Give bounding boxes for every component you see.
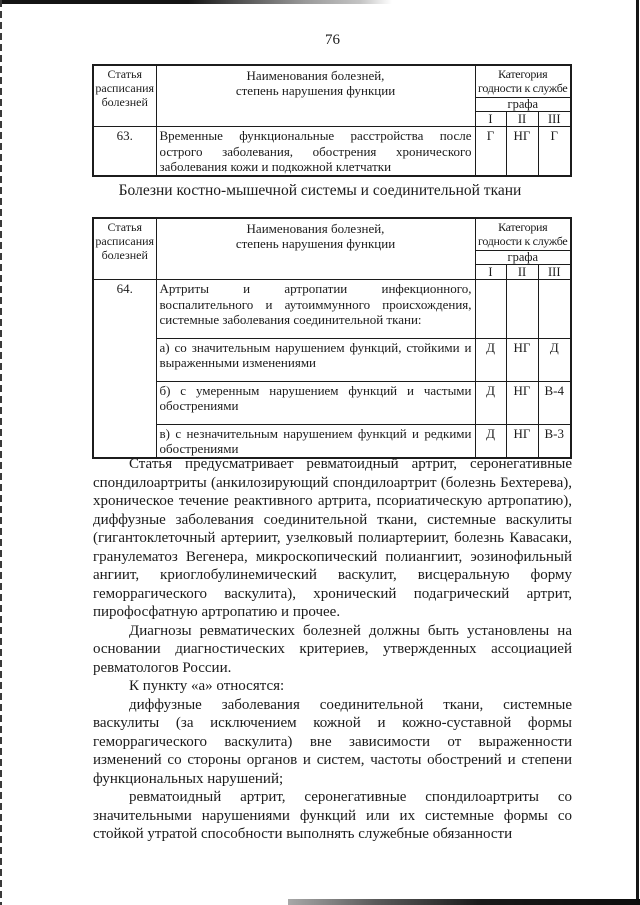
disease-item-b: б) с умеренным нарушением функций и частыми обострениями [156, 381, 475, 424]
disease-table-article-64 [92, 217, 572, 459]
header-disease-line2: степень нарушения функции [235, 236, 396, 251]
header-column-II: II [506, 112, 538, 127]
disease-item-a: а) со значительным нарушением функций, стойкими и выраженными изменениями [156, 338, 475, 381]
table-row [93, 338, 571, 381]
category-value-II: НГ [506, 424, 538, 458]
scan-artifact-bottom-bar [288, 899, 640, 905]
header-article-column: Статья расписания болезней [93, 65, 156, 127]
header-grafa: графа [475, 98, 571, 112]
header-category-line1: Категория [498, 220, 548, 234]
header-disease-line1: Наименования болезней, [246, 221, 385, 236]
header-category-line1: Категория [498, 67, 548, 81]
header-disease-column [156, 65, 475, 127]
table-row [93, 381, 571, 424]
category-value-I: Д [475, 338, 506, 381]
header-fitness-category [475, 218, 571, 251]
header-column-I: I [475, 112, 506, 127]
scan-artifact-right-line [636, 0, 639, 905]
article-number: 64. [93, 280, 156, 458]
category-value-I: Г [475, 127, 506, 176]
category-value-III [538, 280, 571, 339]
category-value-I: Д [475, 381, 506, 424]
category-value-III: В-3 [538, 424, 571, 458]
paragraph-point-a-intro: К пункту «а» относятся: [129, 678, 285, 694]
header-disease-line2: степень нарушения функции [235, 83, 396, 98]
category-value-I: Д [475, 424, 506, 458]
category-value-II: НГ [506, 127, 538, 176]
disease-table-article-63 [92, 64, 572, 177]
header-column-III: III [538, 112, 571, 127]
header-article-column: Статья расписания болезней [93, 218, 156, 280]
table-row [93, 424, 571, 458]
disease-name: Временные функциональные расстройства после острого заболевания, обострения хронического заболевания кожи и подкожной клетчатки [156, 127, 475, 176]
paragraph-point-a-item1: диффузные заболевания соединительной ткани, системные васкулиты (за исключением кожной и кожно-суставной формы геморрагического васкулита) вне зависимости от выраженности изменений со стороны органов и систем, частоты обострений и степени функциональных нарушений; [93, 696, 572, 787]
category-value-II: НГ [506, 381, 538, 424]
header-fitness-category [475, 65, 571, 98]
category-value-III: Г [538, 127, 571, 176]
table-row [93, 127, 571, 176]
header-column-III: III [538, 265, 571, 280]
header-column-II: II [506, 265, 538, 280]
category-value-I [475, 280, 506, 339]
section-title: Болезни костно-мышечной системы и соединительной ткани [118, 182, 522, 199]
category-value-II: НГ [506, 338, 538, 381]
article-number: 63. [93, 127, 156, 176]
header-column-I: I [475, 265, 506, 280]
header-grafa: графа [475, 251, 571, 265]
paragraph-point-a-item2: ревматоидный артрит, серонегативные спондилоартриты со значительными нарушениями функций или их системные формы со стойкой утратой способности выполнять служебные обязанности [93, 789, 572, 842]
header-disease-line1: Наименования болезней, [246, 68, 385, 83]
scan-artifact-left-line [0, 0, 2, 905]
body-text [93, 455, 572, 844]
category-value-III: В-4 [538, 381, 571, 424]
header-disease-column [156, 218, 475, 280]
disease-item-v: в) с незначительным нарушением функций и редкими обострениями [156, 424, 475, 458]
page-number: 76 [325, 32, 340, 48]
header-category-line2: годности к службе [478, 234, 568, 248]
paragraph-diagnoses: Диагнозы ревматических болезней должны быть установлены на основании диагностических критериев, утвержденных ассоциацией ревматологов России. [93, 622, 572, 676]
disease-name: Артриты и артропатии инфекционного, воспалительного и аутоиммунного происхождения, системные заболевания соединительной ткани: [156, 280, 475, 339]
paragraph-article-scope: Статья предусматривает ревматоидный артрит, серонегативные спондилоартриты (анкилозирующий спондилоартрит (болезнь Бехтерева), хроническое течение реактивного артрита, псориатическую артропатию), диффузные заболевания соединительной ткани, системные васкулиты (гигантоклеточный артериит, узелковый полиартериит, болезнь Кавасаки, гранулематоз Вегенера, микроскопический полиангиит, эозинофильный ангиит, криоглобулинемический васкулит, висцеральную форму геморрагического васкулита), хронический подагрический артрит, пирофосфатную артропатию и прочее. [93, 456, 572, 620]
scan-artifact-top-line [0, 0, 392, 4]
category-value-III: Д [538, 338, 571, 381]
category-value-II [506, 280, 538, 339]
table-row [93, 280, 571, 339]
header-category-line2: годности к службе [478, 81, 568, 95]
